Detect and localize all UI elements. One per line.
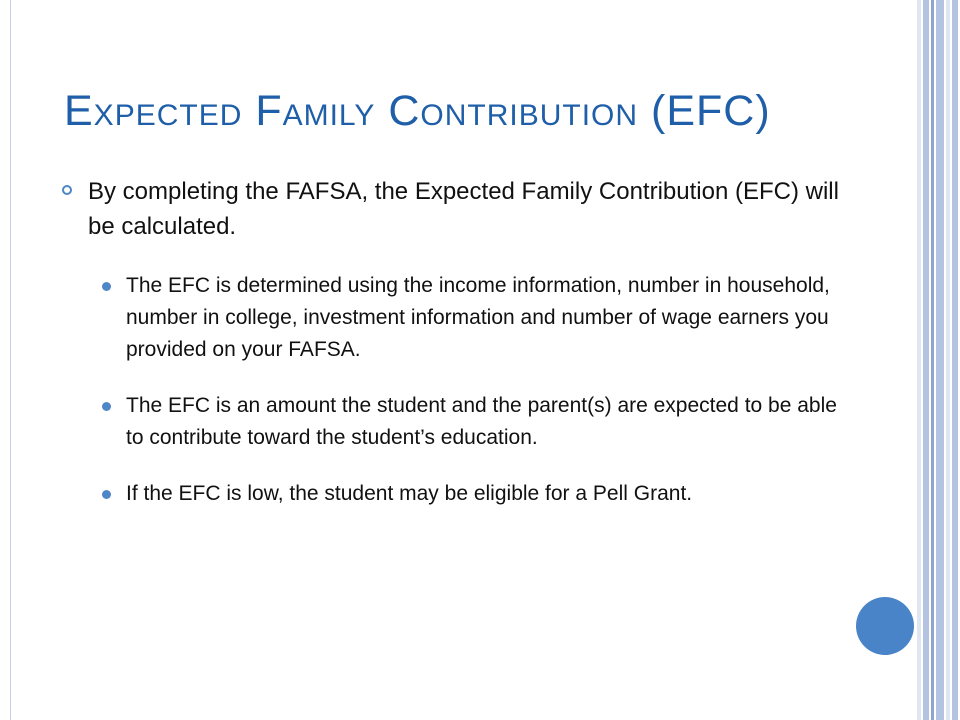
slide-body (62, 174, 842, 510)
sub-bullet-text: The EFC is an amount the student and the parent(s) are expected to be able to contribute toward the student’s education. (126, 394, 837, 449)
main-bullet-text: By completing the FAFSA, the Expected Family Contribution (EFC) will be calculated. (88, 178, 839, 240)
decorative-circle (856, 597, 914, 655)
sub-bullet (102, 270, 842, 366)
main-bullet (62, 174, 842, 244)
stripe (917, 0, 921, 720)
stripe (931, 0, 934, 720)
stripe (936, 0, 944, 720)
right-decorative-stripes (917, 0, 960, 720)
stripe (946, 0, 950, 720)
dot-bullet-icon (102, 282, 111, 291)
left-border-line (10, 0, 11, 720)
circle-bullet-icon (62, 185, 72, 195)
stripe (952, 0, 958, 720)
sub-bullet (102, 390, 842, 454)
slide-title: Expected Family Contribution (EFC) (64, 87, 771, 135)
sub-bullet (102, 478, 842, 510)
sub-bullet-text: If the EFC is low, the student may be eligible for a Pell Grant. (126, 482, 693, 505)
stripe (923, 0, 929, 720)
dot-bullet-icon (102, 402, 111, 411)
sub-bullet-text: The EFC is determined using the income information, number in household, number in college, investment information and number of wage earners you provided on your FAFSA. (126, 274, 830, 361)
dot-bullet-icon (102, 490, 111, 499)
